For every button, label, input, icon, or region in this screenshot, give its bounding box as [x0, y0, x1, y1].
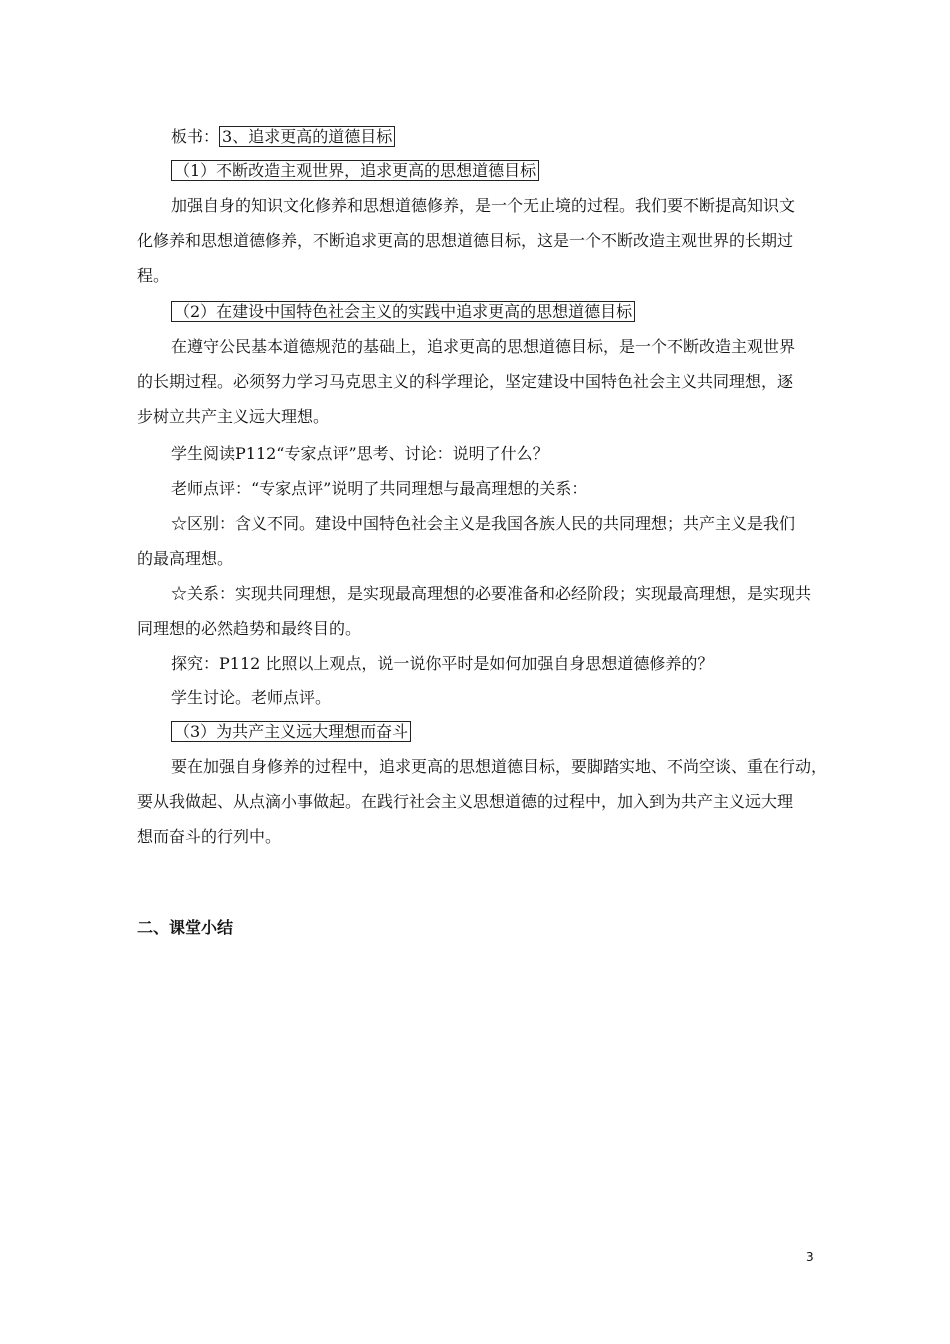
summary-heading: 二、课堂小结 — [137, 918, 234, 937]
board-prefix: 板书： — [171, 127, 220, 146]
paragraph-line: 的长期过程。必须努力学习马克思主义的科学理论，坚定建设中国特色社会主义共同理想，逐 — [137, 372, 794, 391]
paragraph-line: 想而奋斗的行列中。 — [137, 827, 282, 846]
relation-line: 同理想的必然趋势和最终目的。 — [137, 619, 362, 638]
teacher-comment-line: 老师点评：“专家点评”说明了共同理想与最高理想的关系： — [171, 479, 588, 498]
paragraph-line: 步树立共产主义远大理想。 — [137, 407, 330, 426]
paragraph-line: 程。 — [137, 266, 170, 285]
difference-line: ☆区别：含义不同。建设中国特色社会主义是我国各族人民的共同理想；共产主义是我们 — [171, 514, 796, 533]
paragraph-line: 加强自身的知识文化修养和思想道德修养，是一个无止境的过程。我们要不断提高知识文 — [171, 196, 796, 215]
paragraph-line: 要从我做起、从点滴小事做起。在践行社会主义思想道德的过程中，加入到为共产主义远大理 — [137, 792, 794, 811]
paragraph-line: 在遵守公民基本道德规范的基础上，追求更高的思想道德目标，是一个不断改造主观世界 — [171, 337, 796, 356]
section-1-heading: （1）不断改造主观世界，追求更高的思想道德目标 — [171, 160, 539, 181]
difference-line: 的最高理想。 — [137, 549, 234, 568]
paragraph-line: 化修养和思想道德修养，不断追求更高的思想道德目标，这是一个不断改造主观世界的长期过 — [137, 231, 794, 250]
explore-line: 探究：P112 比照以上观点，说一说你平时是如何加强自身思想道德修养的？ — [171, 654, 714, 673]
section-3-heading: （3）为共产主义远大理想而奋斗 — [171, 721, 411, 742]
section-2-heading: （2）在建设中国特色社会主义的实践中追求更高的思想道德目标 — [171, 301, 635, 322]
section-3-heading-line — [171, 722, 411, 742]
relation-line: ☆关系：实现共同理想，是实现最高理想的必要准备和必经阶段；实现最高理想，是实现共 — [171, 584, 812, 603]
paragraph-line: 要在加强自身修养的过程中，追求更高的思想道德目标，要脚踏实地、不尚空谈、重在行动， — [171, 757, 828, 776]
student-read-line: 学生阅读P112“专家点评”思考、讨论：说明了什么？ — [171, 444, 549, 463]
section-2-heading-line — [171, 302, 635, 322]
section-1-heading-line — [171, 161, 539, 181]
board-line — [171, 127, 395, 147]
discuss-line: 学生讨论。老师点评。 — [171, 688, 332, 707]
board-title: 3、追求更高的道德目标 — [219, 126, 395, 147]
page-number: 3 — [806, 1250, 814, 1264]
